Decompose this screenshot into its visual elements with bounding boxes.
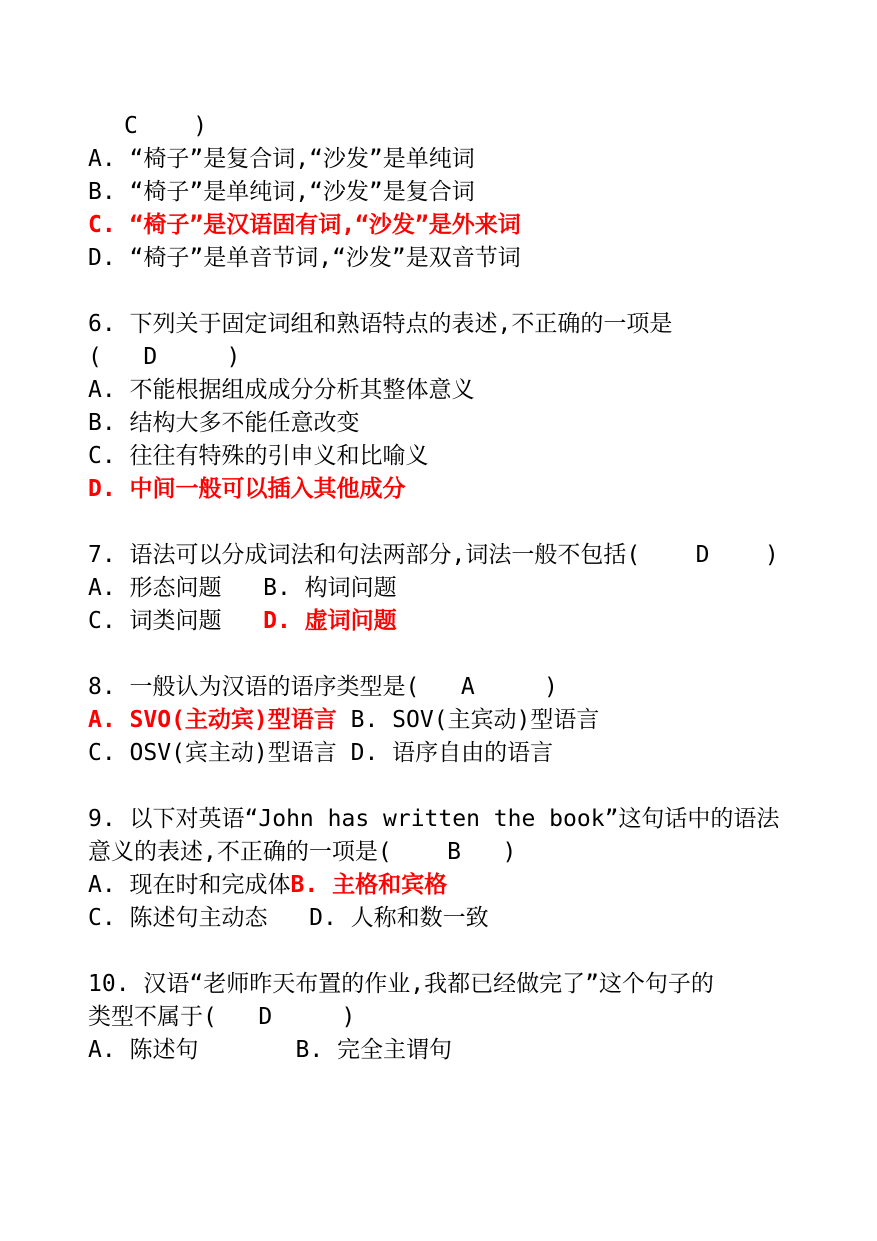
spacer [88,770,848,803]
q6-option-c: C. 往往有特殊的引申义和比喻义 [88,443,429,469]
q6-answer-line: ( D ) [88,344,241,370]
q8-option-c: C. OSV(宾主动)型语言 [88,740,337,766]
spacer [88,506,848,539]
q7-option-c: C. 词类问题 [88,608,264,634]
q5-option-a: A. “椅子”是复合词,“沙发”是单纯词 [88,146,475,172]
q10-options-row-1 [88,1034,848,1067]
spacer [88,275,848,308]
q10-option-b: B. 完全主谓句 [295,1037,453,1063]
q5-option-b: B. “椅子”是单纯词,“沙发”是复合词 [88,179,475,205]
q5-answer-line: C ) [124,113,208,139]
q9-options-row-1 [88,869,848,902]
q8-option-d: D. 语序自由的语言 [336,740,554,766]
q8-options-row-2 [88,737,848,770]
q9-option-b-correct: B. 主格和宾格 [290,872,448,898]
q9-stem-continued: 意义的表述,不正确的一项是( B ) [88,839,517,865]
q9-stem: 9. 以下对英语“John has written the book”这句话中的语法 [88,806,780,832]
q6-option-a: A. 不能根据组成成分分析其整体意义 [88,377,475,403]
q6-stem: 6. 下列关于固定词组和熟语特点的表述,不正确的一项是 [88,311,673,337]
q7-option-d-correct: D. 虚词问题 [263,608,397,634]
spacer [88,935,848,968]
q5-option-c-correct: C. “椅子”是汉语固有词,“沙发”是外来词 [88,212,521,238]
q7-option-b: B. 构词问题 [263,575,397,601]
q9-option-c: C. 陈述句主动态 [88,905,310,931]
q10-stem-continued: 类型不属于( D ) [88,1004,356,1030]
spacer [88,638,848,671]
exam-page [88,110,848,1067]
q10-stem: 10. 汉语“老师昨天布置的作业,我都已经做完了”这个句子的 [88,971,714,997]
q8-options-row-1 [88,704,848,737]
q7-options-row-1 [88,572,848,605]
q10-option-a: A. 陈述句 [88,1037,296,1063]
q7-options-row-2 [88,605,848,638]
q9-option-a: A. 现在时和完成体 [88,872,291,898]
q6-option-d-correct: D. 中间一般可以插入其他成分 [88,476,406,502]
q9-options-row-2 [88,902,848,935]
q9-option-d: D. 人称和数一致 [309,905,489,931]
q7-stem: 7. 语法可以分成词法和句法两部分,词法一般不包括( D ) [88,542,779,568]
q6-option-b: B. 结构大多不能任意改变 [88,410,360,436]
q8-option-a-correct: A. SVO(主动宾)型语言 [88,707,337,733]
q8-option-b: B. SOV(主宾动)型语言 [336,707,600,733]
q5-option-d: D. “椅子”是单音节词,“沙发”是双音节词 [88,245,521,271]
q7-option-a: A. 形态问题 [88,575,264,601]
q8-stem: 8. 一般认为汉语的语序类型是( A ) [88,674,558,700]
